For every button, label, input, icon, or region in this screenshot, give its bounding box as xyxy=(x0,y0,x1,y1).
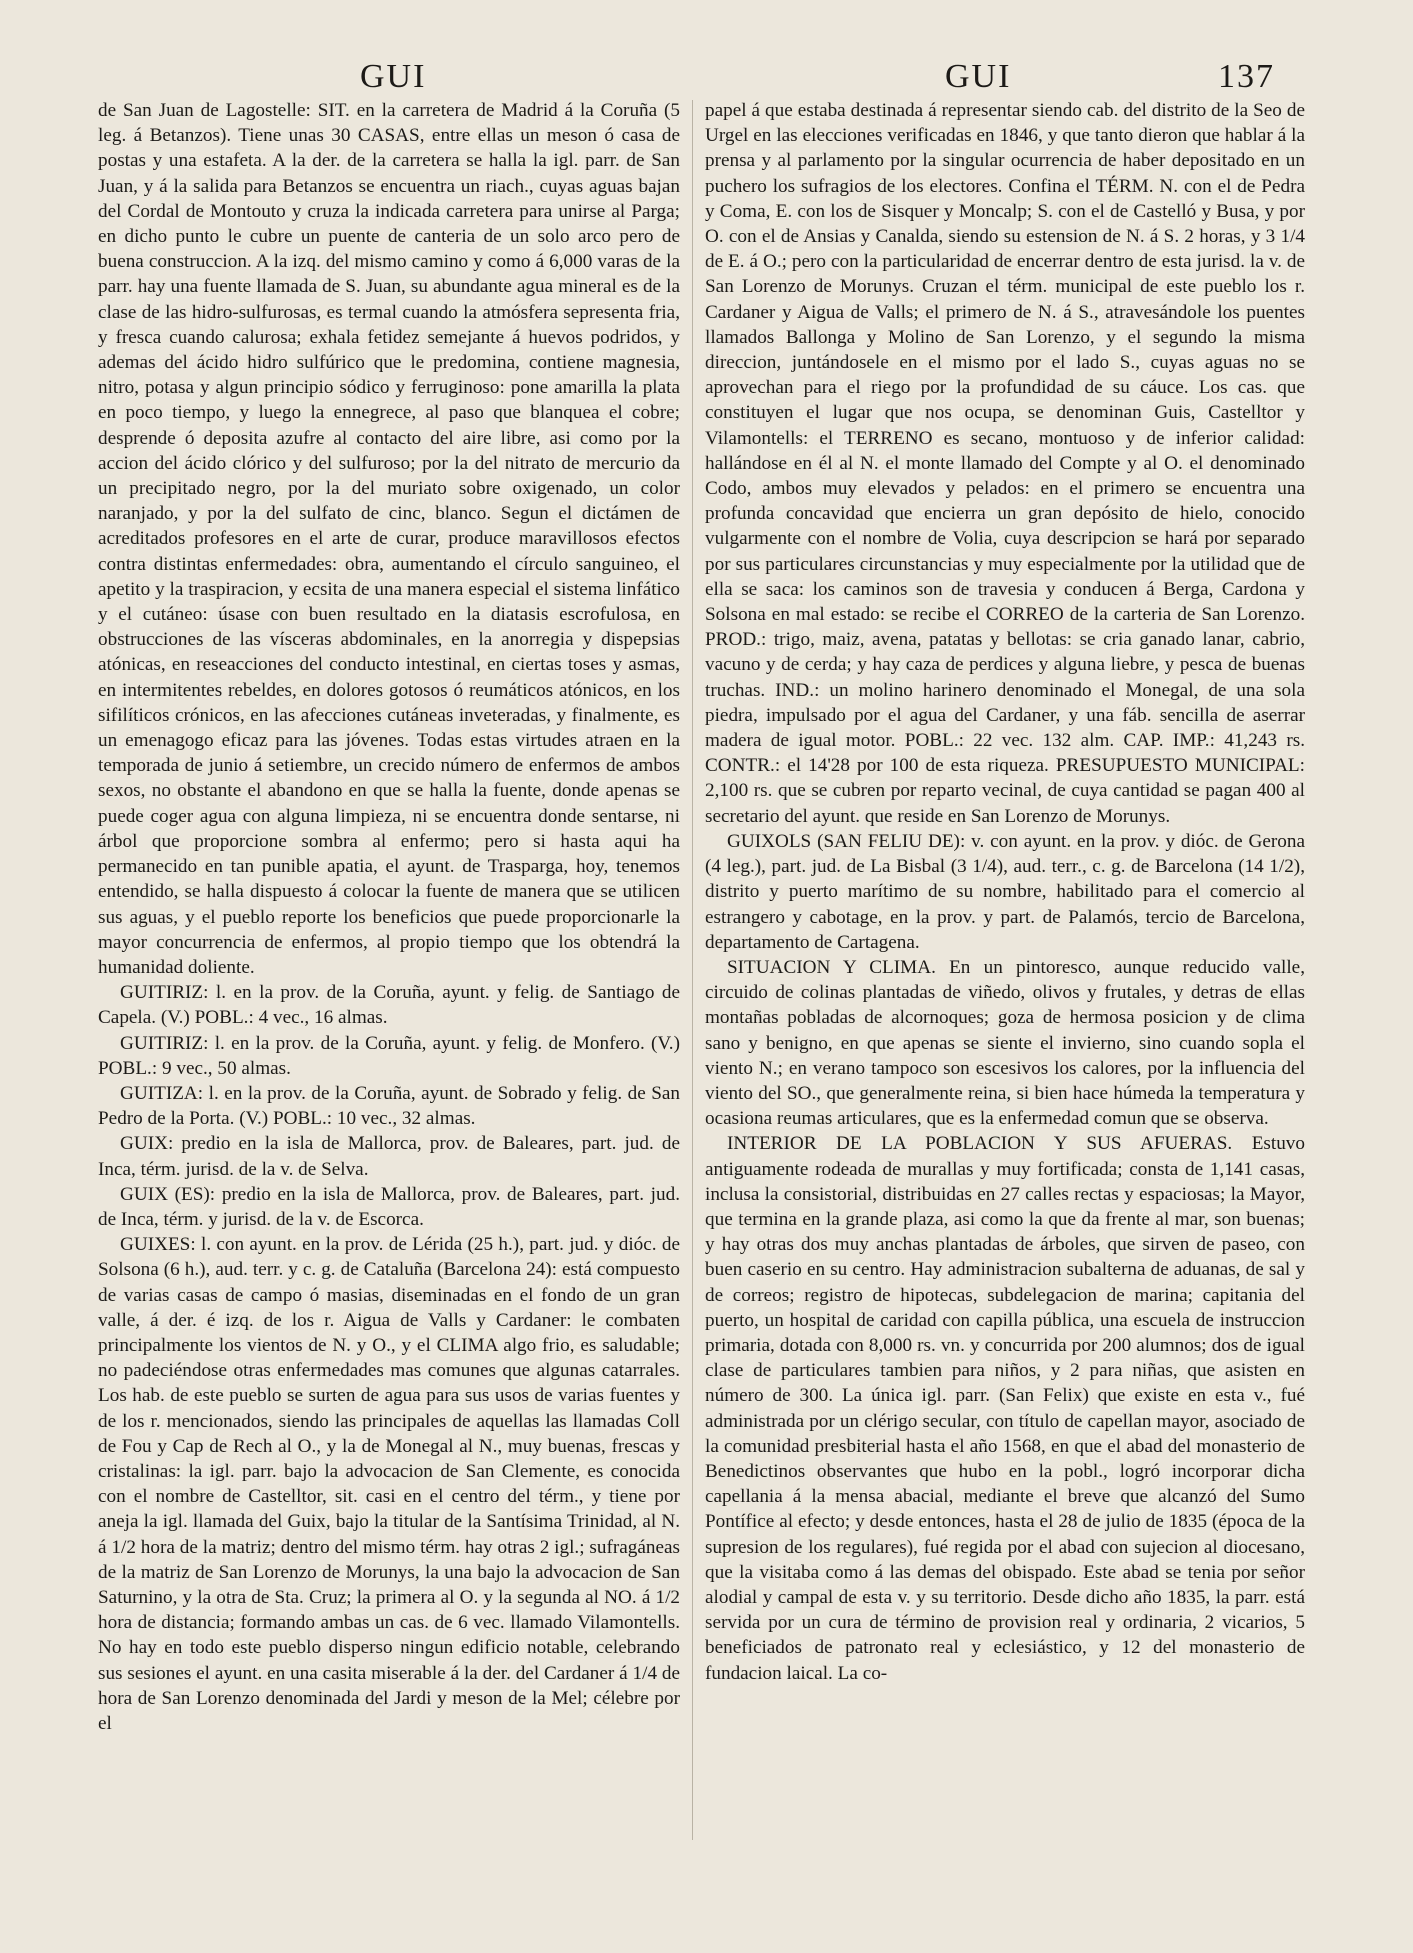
entry-guix: GUIX: predio en la isla de Mallorca, prov. de Baleares, part. jud. de Inca, térm. jurisd. de la v. de Selva. xyxy=(98,1133,680,1180)
column-divider xyxy=(692,100,693,1840)
left-column xyxy=(98,98,680,1736)
entry-guixes-continuation: papel á que estaba destinada á representar siendo cab. del distrito de la Seo de Urgel en las elecciones verificadas en 1846, y que tanto dieron que hablar á la prensa y al parlamento por la singular ocurrencia de haber depositado en un puchero los sufragios de los electores. Confina el TÉRM. N. con el de Pedra y Coma, E. con los de Sisquer y Moncalp; S. con el de Castelló y Busa, y por O. con el de Ansias y Canalda, siendo su estension de N. á S. 2 horas, y 3 1/4 de E. á O.; pero con la particularidad de encerrar dentro de esta jurisd. la v. de San Lorenzo de Morunys. Cruzan el térm. municipal de este pueblo los r. Cardaner y Aigua de Valls; el primero de N. á S., atravesándole los puentes llamados Ballonga y Molino de San Lorenzo, y el segundo la misma direccion, juntándosele en el mismo por el lado S., cuyas aguas no se aprovechan para el riego por la profundidad de su cáuce. Los cas. que constituyen el lugar que nos ocupa, se denominan Guis, Castelltor y Vilamontells: el TERRENO es secano, montuoso y de inferior calidad: hallándose en él al N. el monte llamado del Compte y al O. el denominado Codo, ambos muy elevados y pelados: en el primero se encuentra una profunda concavidad que encierra un gran depósito de hielo, conocido vulgarmente con el nombre de Volia, cuya descripcion se hará por separado por sus particulares circunstancias y muy especialmente por la utilidad que de ella se saca: los caminos son de travesia y conducen á Berga, Cardona y Solsona en mal estado: se recibe el CORREO de la carteria de San Lorenzo. PROD.: trigo, maiz, avena, patatas y bellotas: se cria ganado lanar, cabrio, vacuno y de cerda; y hay caza de perdices y alguna liebre, y pesca de buenas truchas. IND.: un molino harinero denominado el Monegal, de una sola piedra, impulsado por el agua del Cardaner, y una fáb. sencilla de aserrar madera de igual motor. POBL.: 22 vec. 132 alm. CAP. IMP.: 41,243 rs. CONTR.: el 14'28 por 100 de esta riqueza. PRESUPUESTO MUNICIPAL: 2,100 rs. que se cubren por reparto vecinal, de cuya cantidad se pagan 400 al secretario del ayunt. que reside en San Lorenzo de Morunys. xyxy=(705,100,1305,827)
entry-guitiriz-monfero: GUITIRIZ: l. en la prov. de la Coruña, ayunt. y felig. de Monfero. (V.) POBL.: 9 vec., 50 almas. xyxy=(98,1032,680,1079)
entry-guix-es: GUIX (ES): predio en la isla de Mallorca, prov. de Baleares, part. jud. de Inca, térm. y jurisd. de la v. de Escorca. xyxy=(98,1183,680,1230)
header-left-word: GUI xyxy=(360,58,427,95)
entry-guixes: GUIXES: l. con ayunt. en la prov. de Lérida (25 h.), part. jud. y dióc. de Solsona (6 h.), aud. terr. y c. g. de Cataluña (Barcelona 24): está compuesto de varias casas de campo ó masias, diseminadas en el fondo de un gran valle, á der. é izq. de los r. Aigua de Valls y Cardaner: le combaten principalmente los vientos de N. y O., y el CLIMA algo frio, es saludable; no padeciéndose otras enfermedades mas comunes que algunas catarrales. Los hab. de este pueblo se surten de agua para sus usos de varias fuentes y de los r. mencionados, siendo las principales de aquellas las llamadas Coll de Fou y Cap de Rech al O., y la de Monegal al N., muy buenas, frescas y cristalinas: la igl. parr. bajo la advocacion de San Clemente, es conocida con el nombre de Castelltor, sit. casi en el centro del térm., y tiene por aneja la igl. llamada del Guix, bajo la titular de la Santísima Trinidad, al N. á 1/2 hora de la matriz; dentro del mismo térm. hay otras 2 igl.; sufragáneas de la matriz de San Lorenzo de Morunys, la una bajo la advocacion de San Saturnino, y la otra de Sta. Cruz; la primera al O. y la segunda al NO. á 1/2 hora de distancia; formando ambas un cas. de 6 vec. llamado Vilamontells. No hay en todo este pueblo disperso ningun edificio notable, celebrando sus sesiones el ayunt. en una casita miserable á la der. del Cardaner á 1/4 de hora de San Lorenzo denominada del Jardi y meson de la Mel; célebre por el xyxy=(98,1234,680,1734)
entry-continuation: de San Juan de Lagostelle: SIT. en la carretera de Madrid á la Coruña (5 leg. á Betanzos). Tiene unas 30 CASAS, entre ellas un meson ó casa de postas y una estafeta. A la der. de la carretera se halla la igl. parr. de San Juan, y á la salida para Betanzos se encuentra un riach., cuyas aguas bajan del Cordal de Montouto y cruza la indicada carretera para unirse al Parga; en dicho punto le cubre un puente de canteria de un solo arco pero de buena construccion. A la izq. del mismo camino y como á 6,000 varas de la parr. hay una fuente llamada de S. Juan, su abundante agua mineral es de la clase de las hidro-sulfurosas, es termal cuando la atmósfera sepresenta fria, y fresca cuando calurosa; exhala fetidez semejante á huevos podridos, y ademas del ácido hidro sulfúrico que le predomina, contiene magnesia, nitro, potasa y algun principio sódico y ferruginoso: pone amarilla la plata en poco tiempo, y luego la ennegrece, al paso que blanquea el cobre; desprende ó deposita azufre al contacto del aire libre, asi como por la accion del ácido clórico y del sulfuroso; por la del nitrato de mercurio da un precipitado negro, por la del muriato sobre oxigenado, un color naranjado, y por la del sulfato de cinc, blanco. Segun el dictámen de acreditados profesores en el arte de curar, produce maravillosos efectos contra distintas enfermedades: obra, aumentando el círculo sanguineo, el apetito y la traspiracion, y ecsita de una manera especial el sistema linfático y el cutáneo: úsase con buen resultado en la diatasis escrofulosa, en obstrucciones de las vísceras abdominales, en la anorregia y dispepsias atónicas, en reseacciones del conducto intestinal, en ciertas toses y asmas, en intermitentes rebeldes, en dolores gotosos ó reumáticos atónicos, en los sifilíticos crónicos, en las afecciones cutáneas inveteradas, y finalmente, es un emenagogo eficaz para las jóvenes. Todas estas virtudes atraen en la temporada de junio á setiembre, un crecido número de enfermos de ambos sexos, no obstante el abandono en que se halla la fuente, donde apenas se puede coger agua con alguna limpieza, ni se encuentra donde sentarse, ni árbol que proporcione sombra al enfermo; pero si hasta aqui ha permanecido en tan punible apatia, el ayunt. de Trasparga, hoy, tenemos entendido, se halla dispuesto á colocar la fuente de manera que se utilicen sus aguas, y el pueblo reporte los beneficios que puede proporcionarle la mayor concurrencia de enfermos, al propio tiempo que los obtendrá la humanidad doliente. xyxy=(98,100,680,978)
right-column xyxy=(705,98,1305,1686)
entry-guixols: GUIXOLS (SAN FELIU DE): v. con ayunt. en la prov. y dióc. de Gerona (4 leg.), part. jud. de La Bisbal (3 1/4), aud. terr., c. g. de Barcelona (14 1/2), distrito y puerto marítimo de su nombre, habilitado para el comercio al estrangero y cabotage, en la prov. y part. de Palamós, tercio de Barcelona, departamento de Cartagena. xyxy=(705,830,1305,953)
entry-guitiriz-capela: GUITIRIZ: l. en la prov. de la Coruña, ayunt. y felig. de Santiago de Capela. (V.) POBL.: 4 vec., 16 almas. xyxy=(98,982,680,1029)
section-situacion-clima: SITUACION Y CLIMA. En un pintoresco, aunque reducido valle, circuido de colinas plantadas de viñedo, olivos y frutales, y detras de ellas montañas pobladas de alcornoques; goza de hermosa posicion y de clima sano y benigno, en que apenas se siente el invierno, sino cuando sopla el viento N.; en verano tampoco son escesivos los calores, por la influencia del viento del SO., que generalmente reina, si bien hace húmeda la temperatura y ocasiona reumas articulares, que es la enfermedad comun que se observa. xyxy=(705,956,1305,1130)
entry-guitiza: GUITIZA: l. en la prov. de la Coruña, ayunt. de Sobrado y felig. de San Pedro de la Porta. (V.) POBL.: 10 vec., 32 almas. xyxy=(98,1082,680,1130)
page-number: 137 xyxy=(1218,58,1275,95)
running-header xyxy=(0,48,1413,98)
section-interior-poblacion: INTERIOR DE LA POBLACION Y SUS AFUERAS. Estuvo antiguamente rodeada de murallas y muy fortificada; consta de 1,141 casas, inclusa la consistorial, distribuidas en 27 calles rectas y espaciosas; la Mayor, que termina en la grande plaza, asi como la que da frente al mar, son buenas; y hay otras dos muy anchas plantadas de árboles, que sirven de paseo, con buen caserio en su centro. Hay administracion subalterna de aduanas, de sal y de correos; registro de hipotecas, subdelegacion de marina; capitania del puerto, un hospital de caridad con capilla pública, una escuela de instruccion primaria, dotada con 8,000 rs. vn. y concurrida por 200 alumnos; dos de igual clase de particulares tambien para niños, y 2 para niñas, que asisten en número de 300. La única igl. parr. (San Felix) que existe en esta v., fué administrada por un clérigo secular, con título de capellan mayor, asociado de la comunidad presbiterial hasta el año 1568, en que el abad del monasterio de Benedictinos observantes que hubo en la pobl., logró incorporar dicha capellania á la mensa abacial, mediante el breve que alcanzó del Sumo Pontífice al efecto; y desde entonces, hasta el 28 de julio de 1835 (época de la supresion de los regulares), fué regida por el abad con sujecion al diocesano, que la visitaba como á las demas del obispado. Este abad se tenia por señor alodial y campal de esta v. y su territorio. Desde dicho año 1835, la parr. está servida por un cura de término de provision real y ordinaria, 2 vicarios, 5 beneficiados de patronato real y eclesiástico, y 12 del monasterio de fundacion laical. La co- xyxy=(705,1133,1305,1684)
header-center-word: GUI xyxy=(945,58,1012,95)
